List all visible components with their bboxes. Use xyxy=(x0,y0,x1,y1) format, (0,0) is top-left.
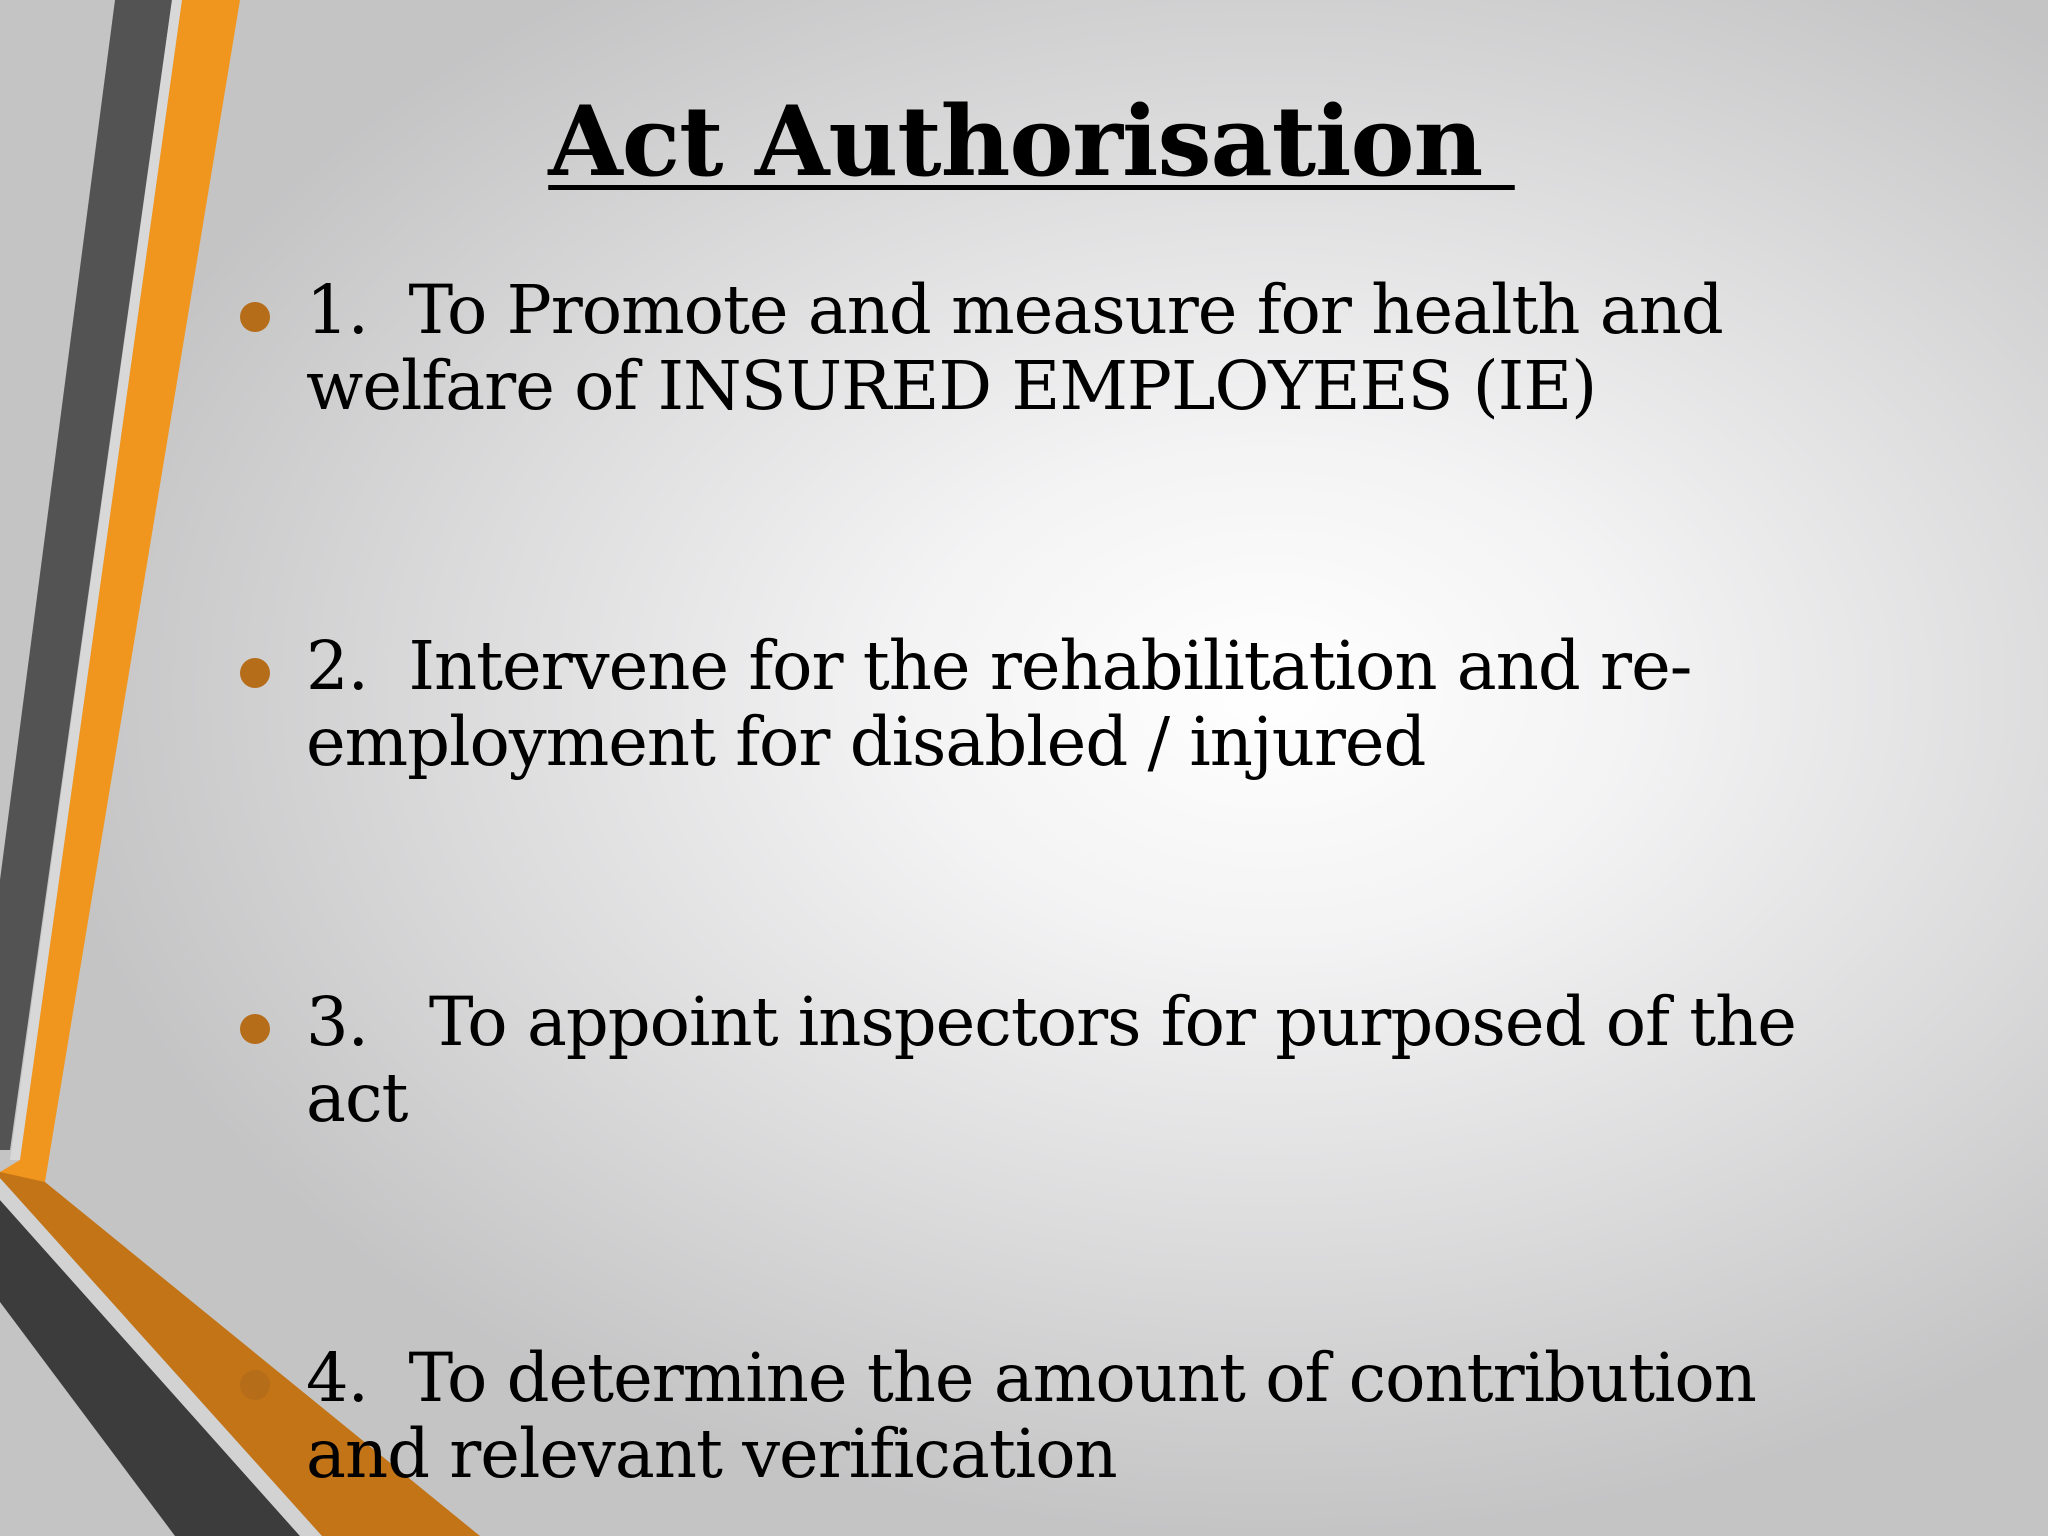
bullet-text-1: 1. To Promote and measure for health and welfare of INSURED EMPLOYEES (IE) xyxy=(306,271,1744,425)
bullet-dot-icon xyxy=(240,302,270,332)
bullet-text-4: 4. To determine the amount of contribution and relevant verification xyxy=(306,1339,1777,1493)
bullet-text-2: 2. Intervene for the rehabilitation and re-employment for disabled / injured xyxy=(306,627,1692,781)
bullet-dot-icon xyxy=(240,658,270,688)
bullet-dot-icon xyxy=(240,1014,270,1044)
bullet-text-3: 3. To appoint inspectors for purposed of the act xyxy=(306,983,1817,1137)
bullet-dot-icon xyxy=(240,1370,270,1400)
slide-title xyxy=(0,85,2048,198)
slide-title-text: Act Authorisation xyxy=(548,85,1515,198)
